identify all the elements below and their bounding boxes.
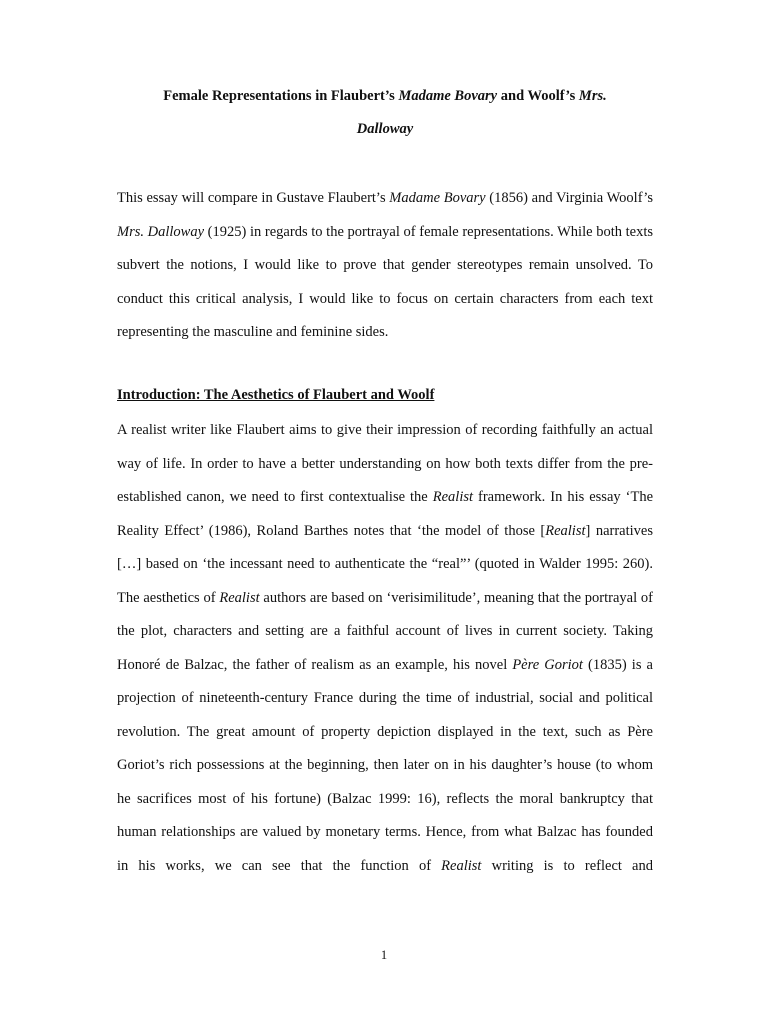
page-number: 1 (380, 948, 388, 962)
section-heading: Introduction: The Aesthetics of Flaubert and Woolf (117, 387, 435, 403)
body-paragraph: A realist writer like Flaubert aims to give their impression of recording faithfully an actual way of life. In order to have a better understanding on how both texts differ from the pre-established canon, we need to first contextualise the Realist framework. In his essay ‘The Reality Effect’ (1986), Roland Barthes notes that ‘the model of those [Realist] narratives […] based on ‘the incessant need to authenticate the “real”’ (quoted in Walder 1995: 260). The aesthetics of Realist authors are based on ‘verisimilitude’, meaning that the portrayal of the plot, characters and setting are a faithful account of lives in current society. Taking Honoré de Balzac, the father of realism as an example, his novel Père Goriot (1835) is a projection of nineteenth-century France during the time of industrial, social and political revolution. The great amount of property depiction displayed in the text, such as Père Goriot’s rich possessions at the beginning, then later on in his daughter’s house (to whom he sacrifices most of his fortune) (Balzac 1999: 16), reflects the moral bankruptcy that human relationships are valued by monetary terms. Hence, from what Balzac has founded in his works, we can see that the function of Realist writing is to reflect and (117, 422, 654, 874)
document-title-line-1: Female Representations in Flaubert’s Madame Bovary and Woolf’s Mrs. (163, 88, 607, 104)
intro-paragraph: This essay will compare in Gustave Flaubert’s Madame Bovary (1856) and Virginia Woolf’s Mrs. Dalloway (1925) in regards to the portrayal of female representations. While both texts subvert the notions, I would like to prove that gender stereotypes remain unsolved. To conduct this critical analysis, I would like to focus on certain characters from each text representing the masculine and feminine sides. (117, 190, 654, 340)
document-title-line-2: Dalloway (356, 121, 414, 137)
